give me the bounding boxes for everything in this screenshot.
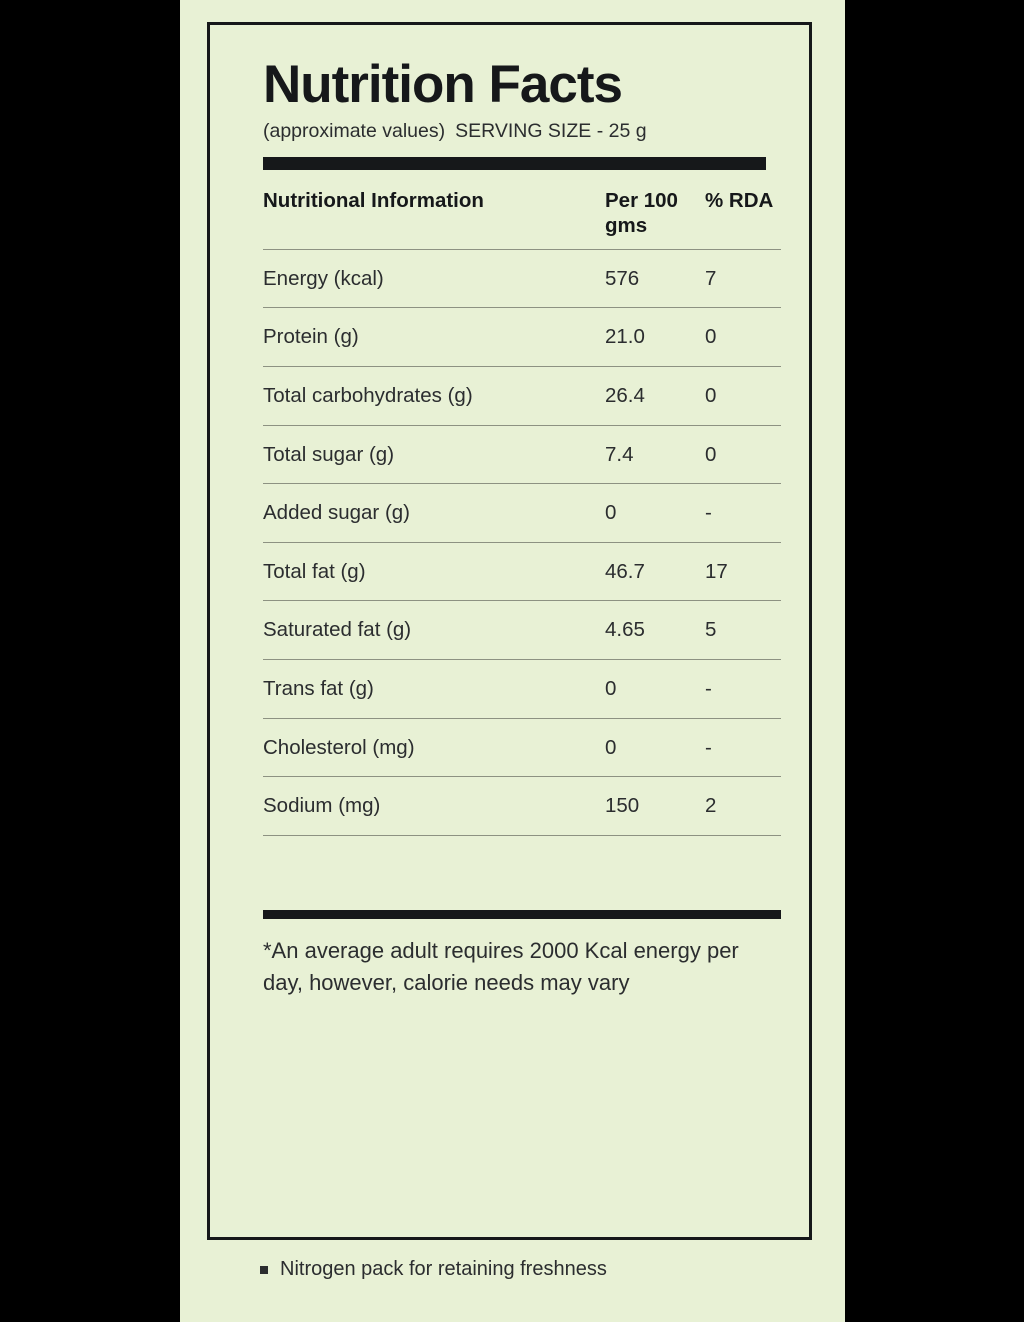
serving-size-text: SERVING SIZE - 25 g (455, 119, 647, 142)
cell-per-100g: 46.7 (605, 542, 705, 601)
cell-per-100g: 26.4 (605, 366, 705, 425)
cell-rda: - (705, 659, 781, 718)
column-header-nutrient: Nutritional Information (263, 188, 605, 249)
cell-nutrient: Energy (kcal) (263, 249, 605, 308)
nutrition-table (263, 188, 781, 836)
cell-nutrient: Total sugar (g) (263, 425, 605, 484)
divider-thick-bottom (263, 910, 781, 919)
table-header-row (263, 188, 781, 249)
table-row (263, 308, 781, 367)
cell-per-100g: 0 (605, 659, 705, 718)
cell-nutrient: Saturated fat (g) (263, 601, 605, 660)
cell-rda: - (705, 484, 781, 543)
cell-per-100g: 21.0 (605, 308, 705, 367)
freshness-note-label: Nitrogen pack for retaining freshness (280, 1258, 607, 1280)
cell-per-100g: 4.65 (605, 601, 705, 660)
approximate-values-note: (approximate values) (263, 119, 446, 142)
cell-per-100g: 0 (605, 484, 705, 543)
cell-rda: 7 (705, 249, 781, 308)
cell-rda: 0 (705, 308, 781, 367)
nutrition-label-sheet (180, 0, 845, 1322)
table-footer-spacer (263, 836, 779, 910)
table-row (263, 484, 781, 543)
cell-rda: - (705, 718, 781, 777)
table-row (263, 249, 781, 308)
divider-thick-top (263, 157, 766, 170)
cell-rda: 5 (705, 601, 781, 660)
cell-nutrient: Sodium (mg) (263, 777, 605, 836)
freshness-note (260, 1258, 607, 1281)
table-header (263, 188, 781, 249)
page-title: Nutrition Facts (263, 55, 622, 114)
panel-content (263, 55, 779, 998)
cell-rda: 0 (705, 425, 781, 484)
table-row (263, 718, 781, 777)
cell-nutrient: Total carbohydrates (g) (263, 366, 605, 425)
cell-per-100g: 576 (605, 249, 705, 308)
cell-rda: 2 (705, 777, 781, 836)
cell-rda: 0 (705, 366, 781, 425)
cell-per-100g: 0 (605, 718, 705, 777)
cell-nutrient: Protein (g) (263, 308, 605, 367)
cell-nutrient: Cholesterol (mg) (263, 718, 605, 777)
footnote-text: *An average adult requires 2000 Kcal energy per day, however, calorie needs may vary (263, 937, 739, 995)
cell-per-100g: 7.4 (605, 425, 705, 484)
column-header-rda: % RDA (705, 188, 781, 249)
serving-info (263, 120, 779, 143)
column-header-per-100g: Per 100 gms (605, 188, 705, 249)
table-row (263, 542, 781, 601)
table-row (263, 366, 781, 425)
table-row (263, 777, 781, 836)
cell-nutrient: Trans fat (g) (263, 659, 605, 718)
cell-nutrient: Added sugar (g) (263, 484, 605, 543)
table-row (263, 425, 781, 484)
table-body (263, 249, 781, 835)
nutrition-facts-panel (207, 22, 812, 1240)
cell-per-100g: 150 (605, 777, 705, 836)
table-row (263, 601, 781, 660)
cell-rda: 17 (705, 542, 781, 601)
cell-nutrient: Total fat (g) (263, 542, 605, 601)
bullet-square-icon (260, 1266, 268, 1274)
table-row (263, 659, 781, 718)
